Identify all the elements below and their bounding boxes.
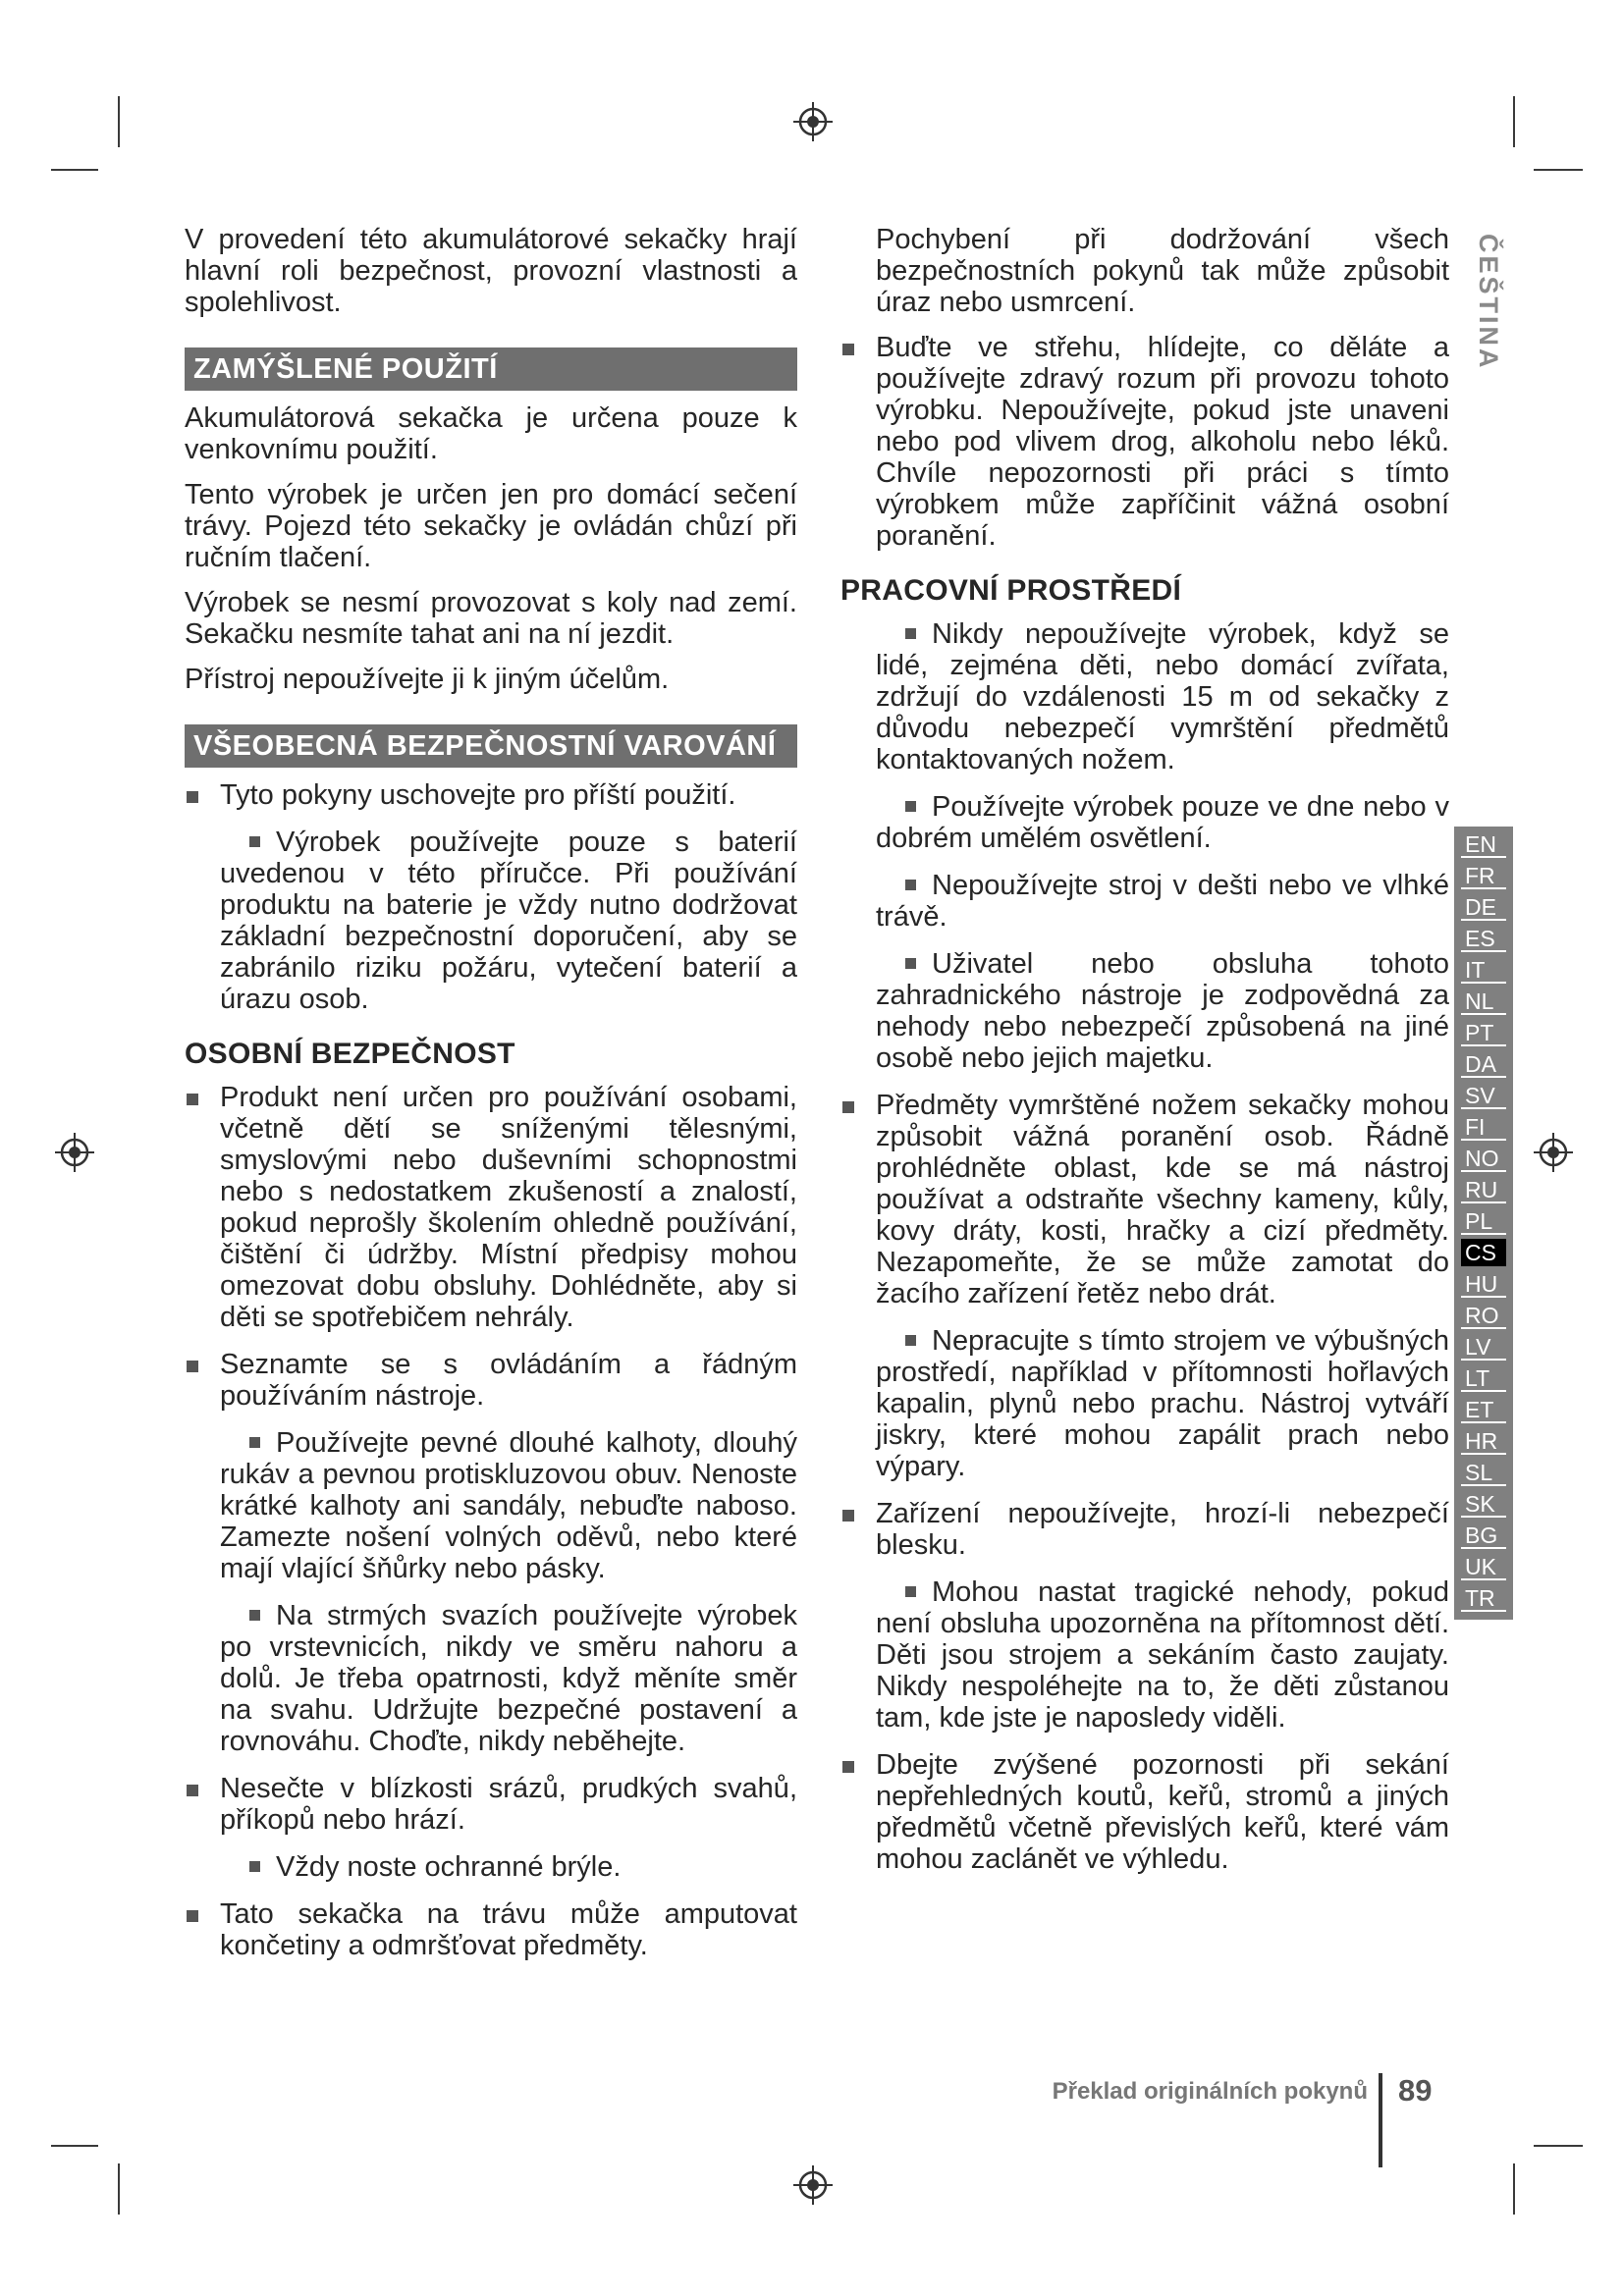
bullet-square-icon	[842, 344, 854, 355]
crop-mark	[1513, 96, 1515, 147]
bullet-square-icon	[187, 1094, 198, 1105]
paragraph: Tento výrobek je určen jen pro domácí sečení trávy. Pojezd této sekačky je ovládán chůzí při ručním tlačení.	[185, 479, 797, 573]
sub-bullet-item: Mohou nastat tragické nehody, pokud není obsluha upozorněna na přítomnost dětí. Děti jsou strojem a sekáním často zaujaty. Nikdy nespoléhejte na to, že děti zůstanou tam, kde jste je naposledy viděli.	[876, 1576, 1449, 1734]
section-title-work-area: PRACOVNÍ PROSTŘEDÍ	[840, 574, 1182, 607]
language-tab[interactable]: HU	[1461, 1270, 1506, 1298]
registration-mark-icon	[55, 1133, 94, 1172]
language-tab[interactable]: HR	[1461, 1427, 1506, 1455]
language-tab[interactable]: UK	[1461, 1553, 1506, 1580]
bullet-square-icon	[905, 801, 916, 812]
language-tab[interactable]: SV	[1461, 1082, 1506, 1109]
bullet-item: Dbejte zvýšené pozornosti při sekání nepřehledných koutů, keřů, stromů a jiných předmětů včetně převislých keřů, které vám mohou zaclánět ve výhledu.	[840, 1749, 1449, 1875]
bullet-square-icon	[905, 1335, 916, 1346]
language-tab[interactable]: DE	[1461, 893, 1506, 921]
bullet-square-icon	[905, 1586, 916, 1597]
sub-bullet-item: Výrobek používejte pouze s baterií uvedenou v této příručce. Při používání produktu na baterie je vždy nutno dodržovat základní bezpečnostní doporučení, aby se zabránilo riziku požáru, vytečení baterií a úrazu osob.	[220, 827, 797, 1015]
right-column	[840, 224, 1449, 1891]
footer-note: Překlad originálních pokynů	[1052, 2078, 1368, 2105]
language-tab[interactable]: ES	[1461, 925, 1506, 952]
paragraph: Výrobek se nesmí provozovat s koly nad zemí. Sekačku nesmíte tahat ani na ní jezdit.	[185, 587, 797, 650]
bullet-item: Produkt není určen pro používání osobami, včetně dětí se sníženými tělesnými, smyslovými nebo duševními schopnostmi nebo s nedostatkem zkušeností a znalostí, pokud neprošly školením ohledně používání, čištění či údržby. Místní předpisy mohou omezovat dobu obsluhy. Dohlédněte, aby si děti se spotřebičem nehrály.	[185, 1082, 797, 1333]
footer-divider	[1379, 2073, 1382, 2167]
language-tab[interactable]: NL	[1461, 988, 1506, 1015]
bullet-square-icon	[187, 1361, 198, 1372]
language-tab[interactable]: RO	[1461, 1302, 1506, 1329]
crop-mark	[51, 2145, 98, 2147]
language-tab[interactable]: SK	[1461, 1490, 1506, 1518]
language-tab[interactable]: BG	[1461, 1522, 1506, 1549]
bullet-square-icon	[905, 628, 916, 639]
bullet-square-icon	[842, 1761, 854, 1773]
left-column	[185, 224, 797, 1977]
language-tab[interactable]: DA	[1461, 1050, 1506, 1078]
sub-bullet-item: Vždy noste ochranné brýle.	[185, 1851, 797, 1883]
sub-bullet-item: Používejte pevné dlouhé kalhoty, dlouhý rukáv a pevnou protiskluzovou obuv. Nenoste krátké kalhoty ani sandály, nebuďte naboso. Zamezte nošení volných oděvů, nebo které mají vlající šňůrky nebo pásky.	[220, 1427, 797, 1584]
bullet-item: Buďte ve střehu, hlídejte, co děláte a používejte zdravý rozum při provozu tohoto výrobku. Nepoužívejte, pokud jste unaveni nebo pod vlivem drog, alkoholu nebo léků. Chvíle nepozornosti při práci s tímto výrobkem může zapříčinit vážná osobní poranění.	[840, 332, 1449, 552]
bullet-square-icon	[842, 1101, 854, 1113]
paragraph: Akumulátorová sekačka je určena pouze k venkovnímu použití.	[185, 402, 797, 465]
language-tab[interactable]: LT	[1461, 1364, 1506, 1392]
language-tab[interactable]: RU	[1461, 1176, 1506, 1203]
bullet-square-icon	[187, 1910, 198, 1922]
language-tab[interactable]: PL	[1461, 1207, 1506, 1235]
language-tab[interactable]: PT	[1461, 1019, 1506, 1046]
language-tab[interactable]: LV	[1461, 1333, 1506, 1361]
paragraph: Přístroj nepoužívejte ji k jiným účelům.	[185, 664, 670, 695]
crop-mark	[1534, 169, 1583, 171]
bullet-square-icon	[249, 1610, 260, 1621]
sub-bullet-item: Nepracujte s tímto strojem ve výbušných prostředí, například v přítomnosti hořlavých kapalin, plynů nebo prachu. Nástroj vytváří jiskry, které mohou zapálit prach nebo výpary.	[876, 1325, 1449, 1482]
registration-mark-icon	[793, 102, 833, 141]
language-tab-active[interactable]: CS	[1461, 1239, 1506, 1266]
bullet-square-icon	[905, 958, 916, 969]
language-tab[interactable]: FI	[1461, 1113, 1506, 1141]
language-tab[interactable]: IT	[1461, 956, 1506, 984]
current-language-label: ČEŠTINA	[1474, 234, 1503, 371]
bullet-square-icon	[249, 836, 260, 847]
bullet-square-icon	[249, 1861, 260, 1872]
section-title-intended-use: ZAMÝŠLENÉ POUŽITÍ	[185, 347, 797, 391]
intro-paragraph: Pochybení při dodržování všech bezpečnostních pokynů tak může způsobit úraz nebo usmrcení.	[876, 224, 1449, 318]
bullet-square-icon	[187, 1785, 198, 1796]
section-title-general-safety: VŠEOBECNÁ BEZPEČNOSTNÍ VAROVÁNÍ	[185, 724, 797, 768]
registration-mark-icon	[793, 2165, 833, 2205]
crop-mark	[118, 2163, 120, 2215]
section-title-personal-safety: OSOBNÍ BEZPEČNOST	[185, 1038, 515, 1070]
bullet-square-icon	[905, 880, 916, 890]
language-tab[interactable]: EN	[1461, 830, 1506, 858]
bullet-item: Předměty vymrštěné nožem sekačky mohou způsobit vážná poranění osob. Řádně prohlédněte oblast, kde se má nástroj používat a odstraňte všechny kameny, kůly, kovy dráty, kosti, hračky a cizí předměty. Nezapomeňte, že se může zamotat do žacího zařízení řetěz nebo drát.	[840, 1090, 1449, 1309]
page-number: 89	[1398, 2073, 1433, 2108]
bullet-item: Zařízení nepoužívejte, hrozí-li nebezpečí blesku.	[840, 1498, 1449, 1561]
crop-mark	[1513, 2163, 1515, 2215]
crop-mark	[118, 96, 120, 147]
sub-bullet-item: Používejte výrobek pouze ve dne nebo v dobrém umělém osvětlení.	[876, 791, 1449, 854]
language-tab[interactable]: FR	[1461, 862, 1506, 889]
bullet-item: Tyto pokyny uschovejte pro příští použití.	[185, 779, 797, 811]
crop-mark	[51, 169, 98, 171]
language-tab[interactable]: TR	[1461, 1584, 1506, 1612]
bullet-item: Tato sekačka na trávu může amputovat končetiny a odmršťovat předměty.	[185, 1898, 797, 1961]
crop-mark	[1534, 2145, 1583, 2147]
registration-mark-icon	[1534, 1133, 1573, 1172]
sub-bullet-item: Uživatel nebo obsluha tohoto zahradnického nástroje je zodpovědná za nehody nebo nebezpečí způsobená na jiné osobě nebo jejich majetku.	[876, 948, 1449, 1074]
language-tab[interactable]: ET	[1461, 1396, 1506, 1423]
bullet-square-icon	[842, 1510, 854, 1522]
bullet-square-icon	[249, 1437, 260, 1448]
language-tab[interactable]: SL	[1461, 1459, 1506, 1486]
sub-bullet-item: Nikdy nepoužívejte výrobek, když se lidé, zejména děti, nebo domácí zvířata, zdržují do vzdálenosti 15 m od sekačky z důvodu nebezpečí vymrštění předmětů kontaktovaných nožem.	[876, 618, 1449, 775]
sub-bullet-item: Nepoužívejte stroj v dešti nebo ve vlhké trávě.	[876, 870, 1449, 933]
intro-paragraph: V provedení této akumulátorové sekačky hrají hlavní roli bezpečnost, provozní vlastnosti a spolehlivost.	[185, 224, 797, 318]
language-tab[interactable]: NO	[1461, 1145, 1506, 1172]
bullet-item: Nesečte v blízkosti srázů, prudkých svahů, příkopů nebo hrází.	[185, 1773, 797, 1836]
bullet-square-icon	[187, 791, 198, 803]
sub-bullet-item: Na strmých svazích používejte výrobek po vrstevnicích, nikdy ve směru nahoru a dolů. Je třeba opatrnosti, když měníte směr na svahu. Udržujte bezpečné postavení a rovnováhu. Choďte, nikdy neběhejte.	[220, 1600, 797, 1757]
bullet-item: Seznamte se s ovládáním a řádným používáním nástroje.	[185, 1349, 797, 1412]
